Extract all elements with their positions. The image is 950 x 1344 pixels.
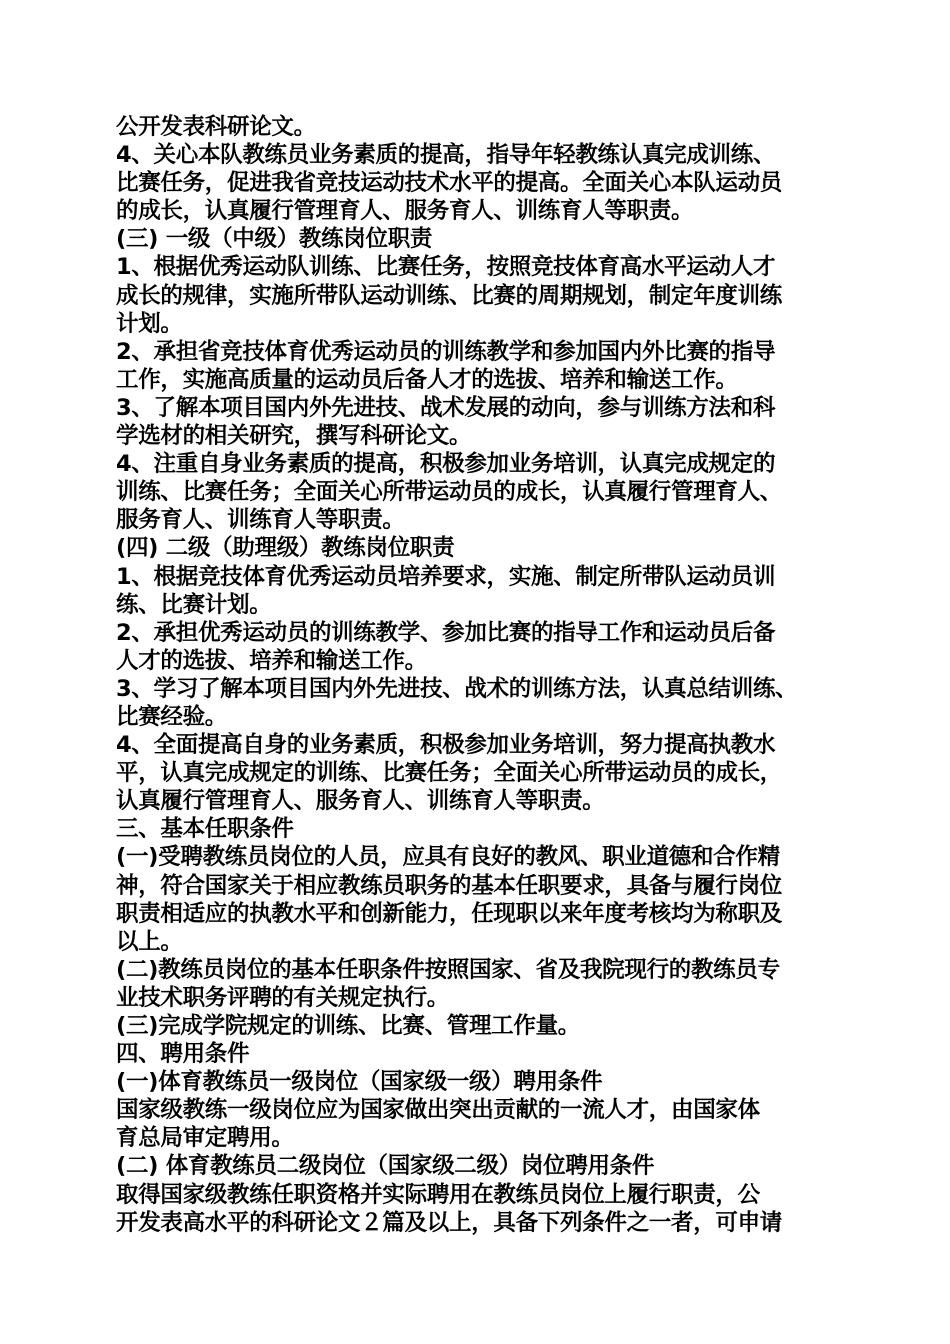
- text-line: 学选材的相关研究，撰写科研论文。: [116, 423, 472, 450]
- text-line: 平，认真完成规定的训练、比赛任务；全面关心所带运动员的成长，: [116, 760, 783, 787]
- text-line: 3、了解本项目国内外先进技、战术发展的动向，参与训练方法和科: [116, 394, 776, 421]
- text-line: 业技术职务评聘的有关规定执行。: [116, 984, 450, 1011]
- text-line: 取得国家级教练任职资格并实际聘用在教练员岗位上履行职责，公: [116, 1181, 760, 1208]
- text-line: 的成长，认真履行管理育人、服务育人、训练育人等职责。: [116, 198, 694, 225]
- text-line: 比赛经验。: [116, 703, 228, 730]
- text-line: (三)完成学院规定的训练、比赛、管理工作量。: [116, 1013, 580, 1039]
- text-line: 工作，实施高质量的运动员后备人才的选拔、培养和输送工作。: [116, 366, 738, 393]
- text-line: 以上。: [116, 928, 183, 955]
- text-line: 4、注重自身业务素质的提高，积极参加业务培训，认真完成规定的: [116, 451, 776, 478]
- text-line: 成长的规律，实施所带队运动训练、比赛的周期规划，制定年度训练: [116, 282, 783, 309]
- text-line: 职责相适应的执教水平和创新能力，任现职以来年度考核均为称职及: [116, 900, 783, 927]
- text-line: 4、关心本队教练员业务素质的提高，指导年轻教练认真完成训练、: [116, 142, 776, 169]
- text-line: 人才的选拔、培养和输送工作。: [116, 647, 427, 674]
- document-page: [116, 113, 842, 1237]
- text-line: 服务育人、训练育人等职责。: [116, 507, 405, 534]
- text-line: 2、承担省竞技体育优秀运动员的训练教学和参加国内外比赛的指导: [116, 338, 776, 365]
- text-line: 4、全面提高自身的业务素质，积极参加业务培训，努力提高执教水: [116, 732, 776, 759]
- text-line: 计划。: [116, 310, 183, 337]
- text-line: 1、根据竞技体育优秀运动员培养要求，实施、制定所带队运动员训: [116, 563, 776, 590]
- text-line: 2、承担优秀运动员的训练教学、参加比赛的指导工作和运动员后备: [116, 619, 776, 646]
- text-line: 练、比赛计划。: [116, 591, 272, 618]
- text-line: 认真履行管理育人、服务育人、训练育人等职责。: [116, 788, 605, 815]
- section-heading: (一)体育教练员一级岗位（国家级一级）聘用条件: [116, 1069, 603, 1096]
- section-heading: (二) 体育教练员二级岗位（国家级二级）岗位聘用条件: [116, 1153, 655, 1180]
- text-line: 1、根据优秀运动队训练、比赛任务，按照竞技体育高水平运动人才: [116, 254, 776, 281]
- text-line: 公开发表科研论文。: [116, 114, 316, 140]
- section-heading: 四、聘用条件: [116, 1041, 250, 1068]
- text-line: 育总局审定聘用。: [116, 1125, 294, 1152]
- text-line: 比赛任务，促进我省竞技运动技术水平的提高。全面关心本队运动员: [116, 170, 783, 197]
- section-heading: 三、基本任职条件: [116, 816, 294, 843]
- text-line: 3、学习了解本项目国内外先进技、战术的训练方法，认真总结训练、: [116, 675, 798, 702]
- section-heading: (四) 二级（助理级）教练岗位职责: [116, 535, 455, 562]
- text-line: 神，符合国家关于相应教练员职务的基本任职要求，具备与履行岗位: [116, 872, 783, 899]
- text-line: (一)受聘教练员岗位的人员，应具有良好的教风、职业道德和合作精: [116, 844, 780, 871]
- text-line: 训练、比赛任务；全面关心所带运动员的成长，认真履行管理育人、: [116, 479, 783, 506]
- text-line: (二)教练员岗位的基本任职条件按照国家、省及我院现行的教练员专: [116, 956, 780, 983]
- section-heading: (三) 一级（中级）教练岗位职责: [116, 226, 433, 253]
- text-line: 国家级教练一级岗位应为国家做出突出贡献的一流人才，由国家体: [116, 1097, 760, 1124]
- text-line: 开发表高水平的科研论文２篇及以上，具备下列条件之一者，可申请: [116, 1209, 783, 1236]
